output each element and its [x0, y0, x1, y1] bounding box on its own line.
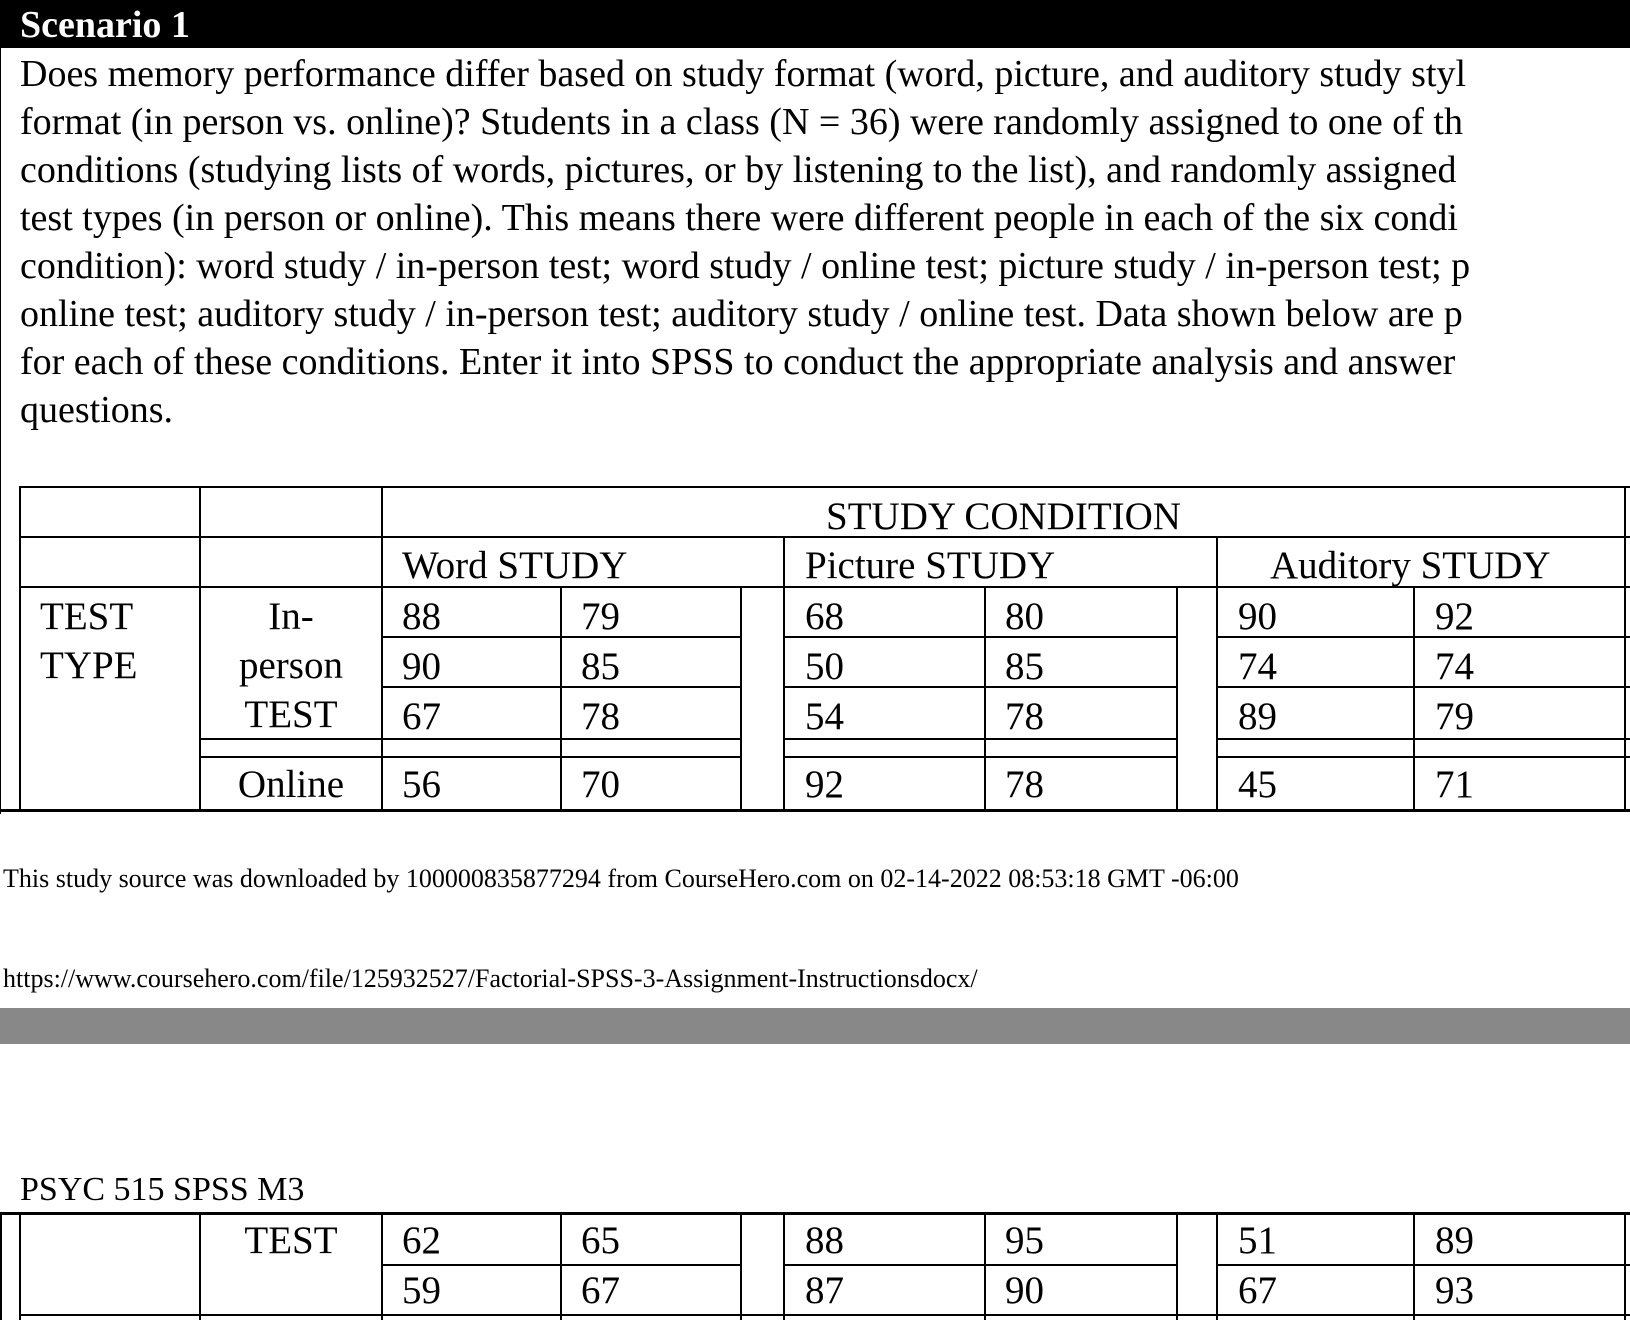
score-cell: 68	[805, 595, 844, 638]
score-cell: 62	[402, 1219, 441, 1262]
score-cell: 79	[1435, 695, 1474, 738]
table-rule	[0, 809, 1630, 812]
score-cell: 89	[1238, 695, 1277, 738]
score-cell: 74	[1435, 645, 1474, 688]
test-label: TEST	[244, 1219, 338, 1262]
table-rule	[1217, 1264, 1630, 1266]
score-cell: 85	[581, 645, 620, 688]
table-rule	[19, 486, 21, 811]
table-rule	[19, 1212, 21, 1320]
score-cell: 74	[1238, 645, 1277, 688]
table-rule	[1413, 586, 1415, 811]
in-person-test-label: In-	[268, 595, 314, 638]
in-person-test-label: person	[239, 644, 343, 687]
picture-study-header: Picture STUDY	[805, 544, 1056, 587]
score-cell: 78	[1005, 763, 1044, 806]
score-cell: 67	[1238, 1269, 1277, 1312]
score-cell: 79	[581, 595, 620, 638]
score-cell: 50	[805, 645, 844, 688]
study-condition-header: STUDY CONDITION	[826, 495, 1181, 538]
table-rule	[560, 586, 562, 811]
test-type-label: TEST	[40, 595, 134, 638]
score-cell: 89	[1435, 1219, 1474, 1262]
test-type-label: TYPE	[40, 644, 138, 687]
frame-left-border	[0, 48, 1, 814]
table-rule	[984, 1212, 986, 1320]
score-cell: 54	[805, 695, 844, 738]
paragraph-line: online test; auditory study / in-person test; auditory study / online test. Data shown below are p	[20, 293, 1463, 335]
table-rule	[0, 1212, 2, 1320]
course-label: PSYC 515 SPSS M3	[20, 1171, 305, 1208]
download-note: This study source was downloaded by 100000835877294 from CourseHero.com on 02-14-2022 08:53:18 GMT -06:00	[3, 864, 1239, 893]
table-rule	[381, 1212, 383, 1320]
table-rule	[984, 586, 986, 811]
table-rule	[1624, 486, 1626, 811]
score-cell: 67	[581, 1269, 620, 1312]
table-rule	[784, 756, 1177, 758]
table-rule	[1216, 536, 1218, 811]
paragraph-line: questions.	[20, 389, 174, 431]
table-rule	[1413, 1212, 1415, 1320]
in-person-test-label: TEST	[244, 693, 338, 736]
table-rule	[740, 586, 742, 811]
score-cell: 78	[1005, 695, 1044, 738]
table-rule	[1624, 1212, 1626, 1320]
table-rule	[1176, 1212, 1178, 1320]
table-rule	[1217, 738, 1630, 740]
score-cell: 88	[402, 595, 441, 638]
online-test-label: Online	[237, 763, 345, 806]
table-rule	[1217, 756, 1630, 758]
auditory-study-header: Auditory STUDY	[1270, 544, 1551, 587]
score-cell: 71	[1435, 763, 1474, 806]
score-cell: 65	[581, 1219, 620, 1262]
table-rule	[1217, 686, 1630, 688]
paragraph-line: test types (in person or online). This means there were different people in each of the six condi	[20, 197, 1458, 239]
table-rule	[740, 1212, 742, 1320]
score-cell: 88	[805, 1219, 844, 1262]
score-cell: 90	[402, 645, 441, 688]
table-rule	[783, 1212, 785, 1320]
scenario-header-bar	[0, 0, 1630, 48]
table-rule	[1176, 586, 1178, 811]
score-cell: 78	[581, 695, 620, 738]
table-rule	[199, 756, 740, 758]
score-cell: 92	[805, 763, 844, 806]
score-cell: 87	[805, 1269, 844, 1312]
table-rule	[783, 536, 785, 811]
score-cell: 80	[1005, 595, 1044, 638]
score-cell: 90	[1005, 1269, 1044, 1312]
score-cell: 56	[402, 763, 441, 806]
score-cell: 90	[1238, 595, 1277, 638]
score-cell: 93	[1435, 1269, 1474, 1312]
score-cell: 67	[402, 695, 441, 738]
table-rule	[1217, 636, 1630, 638]
paragraph-line: condition): word study / in-person test; word study / online test; picture study / in-person test; p	[20, 245, 1471, 287]
score-cell: 70	[581, 763, 620, 806]
score-cell: 45	[1238, 763, 1277, 806]
paragraph-line: format (in person vs. online)? Students in a class (N = 36) were randomly assigned to one of th	[20, 101, 1463, 143]
source-url: https://www.coursehero.com/file/125932527/Factorial-SPSS-3-Assignment-Instructionsdocx/	[3, 964, 978, 993]
table-rule	[560, 1212, 562, 1320]
scenario-title: Scenario 1	[20, 4, 190, 46]
table-rule	[1216, 1212, 1218, 1320]
table-rule	[19, 486, 1630, 488]
paragraph-line: for each of these conditions. Enter it into SPSS to conduct the appropriate analysis and answer	[20, 341, 1456, 383]
paragraph-line: conditions (studying lists of words, pictures, or by listening to the list), and randomly assigned	[20, 149, 1457, 191]
paragraph-line: Does memory performance differ based on study format (word, picture, and auditory study styl	[20, 53, 1467, 95]
score-cell: 59	[402, 1269, 441, 1312]
score-cell: 92	[1435, 595, 1474, 638]
score-cell: 95	[1005, 1219, 1044, 1262]
page-break-band	[0, 1008, 1630, 1044]
score-cell: 85	[1005, 645, 1044, 688]
score-cell: 51	[1238, 1219, 1277, 1262]
word-study-header: Word STUDY	[402, 544, 628, 587]
table-rule	[0, 1212, 1630, 1215]
